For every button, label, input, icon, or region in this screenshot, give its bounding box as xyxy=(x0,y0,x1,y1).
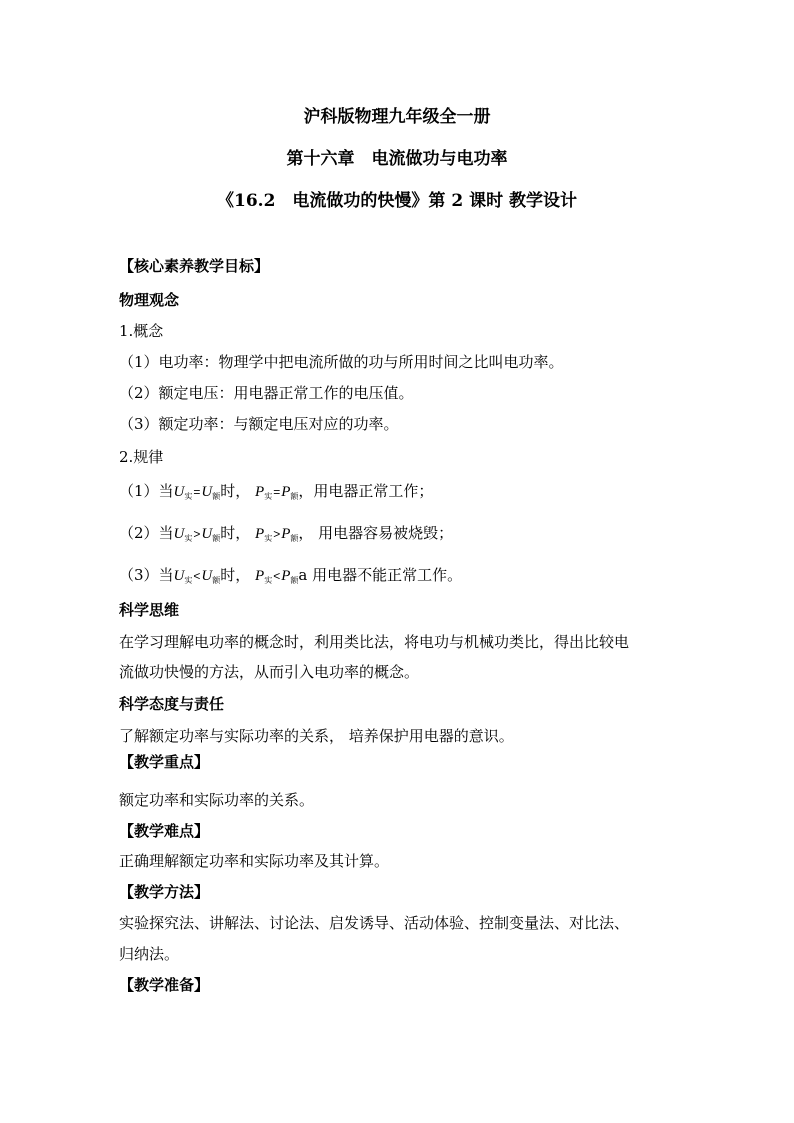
difficulties-text: 正确理解额定功率和实际功率及其计算。 xyxy=(119,852,390,870)
law-item-3-suffix: a 用电器不能正常工作。 xyxy=(298,566,463,584)
concept-item-3: （3）额定功率：与额定电压对应的功率。 xyxy=(119,415,399,433)
symbol-p-actual: $P_实$ xyxy=(255,568,273,585)
symbol-u-actual: $U_实$ xyxy=(173,568,193,585)
key-points-heading: 【教学重点】 xyxy=(119,753,210,771)
symbol-p-actual: $P_实$ xyxy=(255,526,273,543)
symbol-p-actual: $P_实$ xyxy=(255,484,273,501)
law-item-1-prefix: （1）当 xyxy=(119,482,174,500)
operator-equal: = xyxy=(273,485,281,499)
law-item-3-mid: 时， xyxy=(220,566,251,584)
law-item-2-prefix: （2）当 xyxy=(119,524,174,542)
difficulties-heading: 【教学难点】 xyxy=(119,822,210,840)
methods-text-line-1: 实验探究法、讲解法、讨论法、启发诱导、活动体验、控制变量法、对比法、 xyxy=(119,914,630,932)
methods-text-line-2: 归纳法。 xyxy=(119,945,180,963)
law-item-2-suffix: ， 用电器容易被烧毁； xyxy=(298,524,454,542)
section-goals-heading: 【核心素养教学目标】 xyxy=(119,257,270,275)
operator-less: < xyxy=(193,569,201,583)
sci-thinking-heading: 科学思维 xyxy=(119,601,180,619)
thinking-text-line-2: 流做功快慢的方法，从而引入电功率的概念。 xyxy=(119,663,420,681)
law-item-1-mid: 时， xyxy=(220,482,251,500)
law-item-3 xyxy=(119,565,679,591)
sci-attitude-heading: 科学态度与责任 xyxy=(119,695,225,713)
law-item-1 xyxy=(119,481,679,507)
symbol-u-actual: $U_实$ xyxy=(173,526,193,543)
law-item-3-prefix: （3）当 xyxy=(119,566,174,584)
operator-equal: = xyxy=(193,485,201,499)
operator-greater: > xyxy=(273,527,281,541)
law-heading: 2.规律 xyxy=(119,448,164,466)
symbol-p-rated: $P_额$ xyxy=(281,568,299,585)
symbol-p-rated: $P_额$ xyxy=(281,526,299,543)
lesson-title: 《16.2 电流做功的快慢》第 2 课时 教学设计 xyxy=(217,191,577,211)
symbol-u-rated: $U_额$ xyxy=(201,526,221,543)
concept-heading: 1.概念 xyxy=(119,322,164,340)
operator-greater: > xyxy=(193,527,201,541)
operator-less: < xyxy=(273,569,281,583)
preparation-heading: 【教学准备】 xyxy=(119,976,210,994)
symbol-u-rated: $U_额$ xyxy=(201,484,221,501)
thinking-text-line-1: 在学习理解电功率的概念时，利用类比法，将电功与机械功类比，得出比较电 xyxy=(119,633,630,651)
symbol-u-rated: $U_额$ xyxy=(201,568,221,585)
attitude-text: 了解额定功率与实际功率的关系， 培养保护用电器的意识。 xyxy=(119,727,514,745)
concept-item-2: （2）额定电压：用电器正常工作的电压值。 xyxy=(119,384,414,402)
law-item-1-suffix: ，用电器正常工作； xyxy=(298,482,434,500)
concept-item-1: （1）电功率：物理学中把电流所做的功与所用时间之比叫电功率。 xyxy=(119,353,564,371)
symbol-p-rated: $P_额$ xyxy=(281,484,299,501)
symbol-u-actual: $U_实$ xyxy=(173,484,193,501)
key-points-text: 额定功率和实际功率的关系。 xyxy=(119,791,315,809)
law-item-2 xyxy=(119,523,679,549)
chapter-title: 第十六章 电流做功与电功率 xyxy=(286,149,508,169)
textbook-title: 沪科版物理九年级全一册 xyxy=(303,107,491,127)
law-item-2-mid: 时， xyxy=(220,524,251,542)
methods-heading: 【教学方法】 xyxy=(119,883,210,901)
physics-concept-heading: 物理观念 xyxy=(119,291,180,309)
